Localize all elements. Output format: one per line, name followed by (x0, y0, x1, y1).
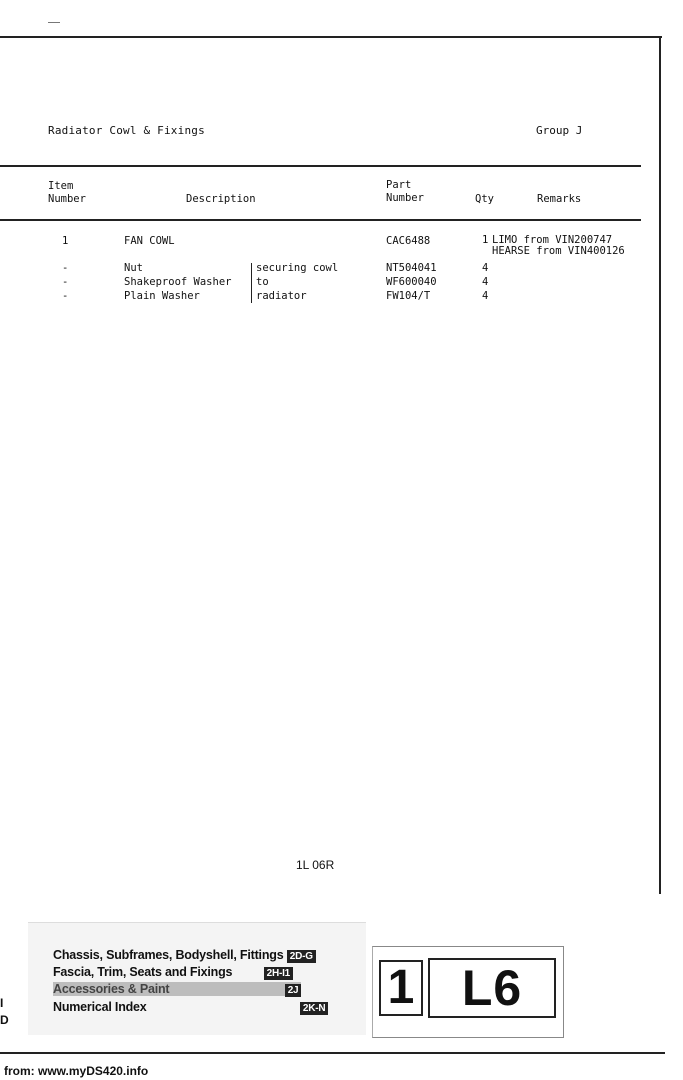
page-frame-top (0, 36, 662, 38)
row2-qty: 4 (482, 262, 489, 274)
row3-item: - (62, 276, 69, 288)
grouping-bracket (251, 263, 252, 303)
header-item-line1: Item (48, 180, 74, 192)
index-item-chassis[interactable] (53, 948, 316, 962)
row3-description: Shakeproof Washer (124, 276, 232, 288)
group-label: Group J (536, 124, 583, 137)
index-item-numerical-code: 2K-N (300, 1002, 329, 1015)
index-item-numerical-label: Numerical Index (53, 1000, 147, 1014)
column-header-part (386, 179, 424, 205)
row2-description: Nut (124, 262, 143, 274)
row2-part: NT504041 (386, 262, 437, 274)
document-title: Radiator Cowl & Fixings (48, 124, 205, 137)
scan-mark (48, 22, 60, 23)
index-item-fascia-label: Fascia, Trim, Seats and Fixings (53, 965, 233, 979)
header-rule-bottom (0, 219, 641, 221)
row1-remarks-hearse: HEARSE from VIN400126 (492, 245, 625, 257)
header-item-line2: Number (48, 193, 86, 205)
index-item-numerical[interactable] (53, 1000, 328, 1014)
column-header-remarks: Remarks (537, 193, 582, 205)
column-header-item (48, 180, 86, 206)
index-item-chassis-code: 2D-G (287, 950, 316, 963)
row1-qty: 1 (482, 234, 489, 246)
row1-remarks-limo: LIMO from VIN200747 (492, 234, 613, 246)
index-item-chassis-label: Chassis, Subframes, Bodyshell, Fittings (53, 948, 284, 962)
row3-note: to (256, 276, 269, 288)
page-code: 1L 06R (296, 858, 335, 872)
index-item-accessories[interactable] (53, 982, 301, 996)
header-part-line1: Part (386, 179, 412, 191)
row2-item: - (62, 262, 69, 274)
row3-part: WF600040 (386, 276, 437, 288)
row1-item: 1 (62, 235, 69, 247)
page-frame-right (659, 36, 661, 894)
edge-mark-1: I (0, 996, 4, 1010)
index-item-fascia[interactable] (53, 965, 293, 979)
section-tab-label[interactable]: L6 (428, 958, 556, 1018)
bottom-rule (0, 1052, 665, 1054)
row1-description: FAN COWL (124, 235, 175, 247)
row4-description: Plain Washer (124, 290, 200, 302)
index-item-accessories-label: Accessories & Paint (53, 982, 170, 996)
row3-qty: 4 (482, 276, 489, 288)
row4-qty: 4 (482, 290, 489, 302)
row4-note: radiator (256, 290, 307, 302)
index-item-accessories-code: 2J (285, 984, 302, 997)
header-part-line2: Number (386, 192, 424, 204)
column-header-description: Description (186, 193, 256, 205)
source-footer: from: www.myDS420.info (4, 1064, 149, 1078)
section-tab-number[interactable]: 1 (379, 960, 423, 1016)
row1-part: CAC6488 (386, 235, 431, 247)
edge-mark-2: D (0, 1013, 9, 1027)
index-item-fascia-code: 2H-I1 (264, 967, 293, 980)
row4-item: - (62, 290, 69, 302)
row2-note: securing cowl (256, 262, 339, 274)
column-header-qty: Qty (475, 193, 494, 205)
row4-part: FW104/T (386, 290, 431, 302)
header-rule-top (0, 165, 641, 167)
